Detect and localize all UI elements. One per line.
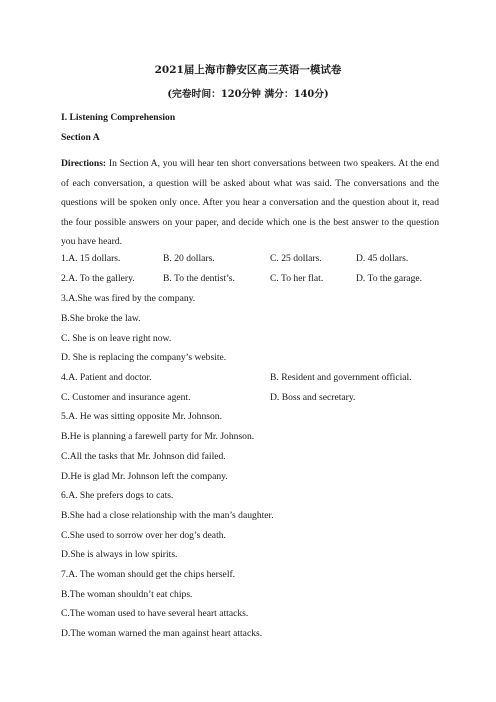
- q7-option-b: B.The woman shouldn’t eat chips.: [61, 589, 193, 600]
- q6-option-a: 6.A. She prefers dogs to cats.: [61, 490, 174, 501]
- exam-title: 2021届上海市静安区高三英语一模试卷: [154, 64, 342, 76]
- q6-option-c: C.She used to sorrow over her dog’s death.: [61, 530, 226, 541]
- question-4-row-1: [61, 372, 441, 386]
- exam-subtitle: (完卷时间：120分钟 满分：140分): [167, 89, 329, 100]
- q1-option-a: 1.A. 15 dollars.: [61, 253, 121, 264]
- q5-option-b: B.He is planning a farewell party for Mr. Johnson.: [61, 431, 255, 442]
- q7-option-d: D.The woman warned the man against heart attacks.: [61, 628, 263, 639]
- q3-option-b: B.She broke the law.: [61, 313, 141, 324]
- q1-option-b: B. 20 dollars.: [163, 253, 215, 264]
- directions-paragraph: [61, 154, 439, 252]
- q2-option-a: 2.A. To the gallery.: [61, 273, 135, 284]
- q6-option-b: B.She had a close relationship with the man’s daughter.: [61, 510, 274, 521]
- q2-option-d: D. To the garage.: [356, 273, 423, 284]
- directions-text: In Section A, you will hear ten short conversations between two speakers. At the end of each conversation, a question will be asked about what was said. The conversations and the questions will be spoken only once. After you hear a conversation and the question about it, read the four possible answers on your paper, and decide which one is the best answer to the question you have heard.: [61, 158, 439, 247]
- directions-label: Directions:: [61, 158, 107, 169]
- q5-option-d: D.He is glad Mr. Johnson left the company.: [61, 471, 228, 482]
- q3-option-d: D. She is replacing the company’s website.: [61, 352, 227, 363]
- q4-option-c: C. Customer and insurance agent.: [61, 392, 191, 403]
- q4-option-d: D. Boss and secretary.: [270, 392, 356, 403]
- q7-option-a: 7.A. The woman should get the chips herself.: [61, 569, 236, 580]
- q4-option-b: B. Resident and government official.: [270, 372, 412, 383]
- q2-option-c: C. To her flat.: [270, 273, 324, 284]
- q3-option-a: 3.A.She was fired by the company.: [61, 293, 196, 304]
- q5-option-c: C.All the tasks that Mr. Johnson did failed.: [61, 451, 226, 462]
- q1-option-c: C. 25 dollars.: [270, 253, 322, 264]
- q6-option-d: D.She is always in low spirits.: [61, 549, 178, 560]
- part-heading: I. Listening Comprehension: [61, 112, 176, 123]
- q3-option-c: C. She is on leave right now.: [61, 333, 172, 344]
- question-4-row-2: [61, 392, 441, 406]
- q1-option-d: D. 45 dollars.: [356, 253, 409, 264]
- question-2-options: [61, 273, 441, 287]
- q4-option-a: 4.A. Patient and doctor.: [61, 372, 152, 383]
- q2-option-b: B. To the dentist’s.: [163, 273, 235, 284]
- q7-option-c: C.The woman used to have several heart attacks.: [61, 608, 249, 619]
- question-1-options: [61, 253, 441, 267]
- section-heading: Section A: [61, 132, 100, 143]
- q5-option-a: 5.A. He was sitting opposite Mr. Johnson.: [61, 411, 222, 422]
